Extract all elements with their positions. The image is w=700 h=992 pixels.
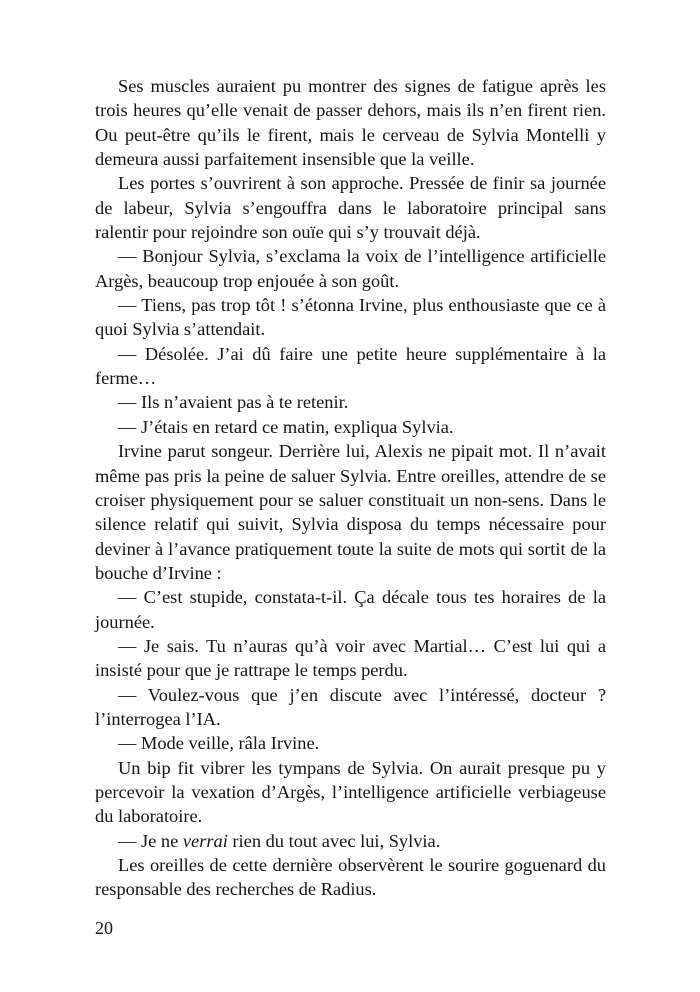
paragraph	[95, 585, 606, 634]
paragraph	[95, 683, 606, 732]
paragraph	[95, 439, 606, 585]
paragraph	[95, 390, 606, 414]
page-number: 20	[95, 918, 113, 938]
text-run: — C’est stupide, constata-t-il. Ça décale tous tes horaires de la journée.	[95, 587, 606, 632]
paragraph	[95, 342, 606, 391]
paragraph	[95, 731, 606, 755]
body-text	[95, 74, 606, 902]
text-run: — Ils n’avaient pas à te retenir.	[118, 392, 349, 413]
paragraph	[95, 415, 606, 439]
paragraph	[95, 74, 606, 171]
text-run: — Je sais. Tu n’auras qu’à voir avec Martial… C’est lui qui a insisté pour que je rattrape le temps perdu.	[95, 635, 606, 681]
text-run: — Je ne	[118, 830, 183, 851]
italic-text: verrai	[182, 830, 228, 851]
paragraph	[95, 853, 606, 902]
text-run: Ses muscles auraient pu montrer des signes de fatigue après les trois heures qu’elle venait de passer dehors, mais ils n’en firent rien. Ou peut-être qu’ils le firent, mais le cerveau de Sylvia Montelli y demeura aussi parfaitement insensible que la veille.	[95, 76, 606, 170]
text-run: — Tiens, pas trop tôt ! s’étonna Irvine, plus enthousiaste que ce à quoi Sylvia s’attendait.	[95, 295, 606, 340]
paragraph	[95, 634, 606, 683]
paragraph	[95, 829, 606, 853]
text-run: — J’étais en retard ce matin, expliqua Sylvia.	[118, 416, 454, 437]
paragraph	[95, 244, 606, 293]
paragraph	[95, 756, 606, 829]
text-run: — Voulez-vous que j’en discute avec l’intéressé, docteur ? l’interrogea l’IA.	[95, 684, 606, 729]
text-run: rien du tout avec lui, Sylvia.	[227, 830, 441, 851]
text-run: Un bip fit vibrer les tympans de Sylvia. On aurait presque pu y percevoir la vexation d’Argès, l’intelligence artificielle verbiageuse du laboratoire.	[95, 757, 606, 827]
text-run: — Désolée. J’ai dû faire une petite heure supplémentaire à la ferme…	[95, 343, 606, 389]
text-run: Les portes s’ouvrirent à son approche. Pressée de finir sa journée de labeur, Sylvia s’engouffra dans le laboratoire principal sans ralentir pour rejoindre son ouïe qui s’y trouvait déjà.	[95, 173, 606, 243]
text-run: Irvine parut songeur. Derrière lui, Alexis ne pipait mot. Il n’avait même pas pris la peine de saluer Sylvia. Entre oreilles, attendre de se croiser physiquement pour se saluer constituait un non-sens. Dans le silence relatif qui suivit, Sylvia disposa du temps nécessaire pour deviner à l’avance pratiquement toute la suite de mots qui sortit de la bouche d’Irvine :	[95, 441, 606, 583]
text-run: — Bonjour Sylvia, s’exclama la voix de l’intelligence artificielle Argès, beaucoup trop enjouée à son goût.	[95, 246, 606, 291]
paragraph	[95, 171, 606, 244]
text-run: — Mode veille, râla Irvine.	[118, 733, 320, 754]
paragraph	[95, 293, 606, 342]
text-run: Les oreilles de cette dernière observèrent le sourire goguenard du responsable des recherches de Radius.	[95, 855, 606, 900]
